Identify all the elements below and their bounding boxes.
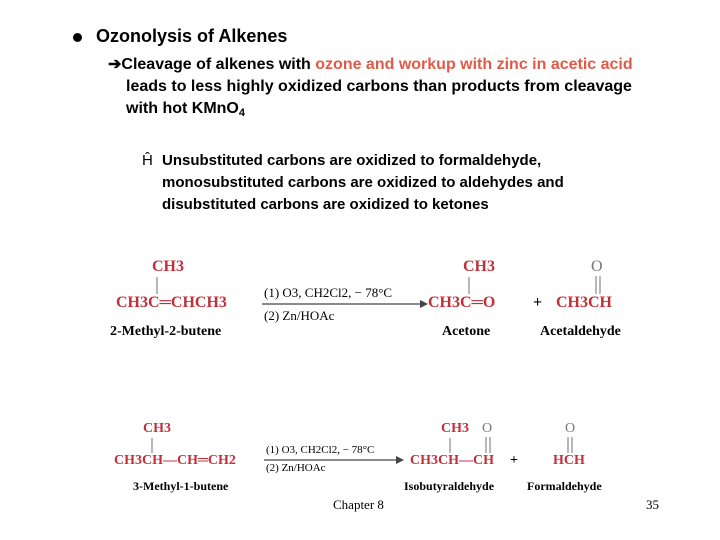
r2-ch3-top: CH3 [143,421,171,436]
footer-page-number: 35 [646,497,659,512]
r1-condition-2: (2) Zn/HOAc [264,308,335,323]
footer-chapter: Chapter 8 [333,497,384,512]
arrow-icon: ➔ [108,56,122,73]
bullet1-line3-sub: 4 [238,107,245,119]
bullet2-marker-icon: Ĥ [142,152,153,169]
slide-title: Ozonolysis of Alkenes [96,26,288,46]
bullet1-line2: leads to less highly oxidized carbons than products from cleavage [126,78,632,95]
r2-product1-top: CH3 [441,421,469,436]
r1-product2: CH3CH [556,294,612,311]
r2-product2: HCH [553,453,585,468]
r2-product2-name: Formaldehyde [527,479,602,493]
bullet1-text-before: Cleavage of alkenes with [121,56,316,73]
r1-ch3-top: CH3 [152,258,184,275]
r1-product1: CH3C═O [428,294,496,311]
r2-reactant: CH3CH—CH═CH2 [114,453,236,468]
r2-plus: + [510,453,518,468]
r1-reactant: CH3C═CHCH3 [116,294,227,311]
r2-product2-top: O [565,421,576,436]
r1-arrow-head [420,300,428,308]
bullet2-line3: disubstituted carbons are oxidized to ketones [162,196,489,213]
r1-product1-top: CH3 [463,258,495,275]
r2-product1: CH3CH—CH [410,453,494,468]
r1-product2-top: O [591,258,603,275]
r1-product1-name: Acetone [442,324,491,339]
bullet1-line3-mid: O [226,100,239,117]
r1-reactant-name: 2-Methyl-2-butene [110,324,222,339]
bullet2-line2: monosubstituted carbons are oxidized to aldehydes and [162,174,564,191]
r2-condition-1: (1) O3, CH2Cl2, − 78°C [266,444,375,456]
r1-condition-1: (1) O3, CH2Cl2, − 78°C [264,285,393,300]
r1-plus: + [533,294,543,311]
r2-arrow-head [396,456,404,464]
bullet1-highlight: ozone and workup with zinc in acetic acid [315,56,633,73]
bullet2-line1: Unsubstituted carbons are oxidized to formaldehyde, [162,152,542,169]
r2-condition-2: (2) Zn/HOAc [266,462,326,474]
r2-reactant-name: 3-Methyl-1-butene [133,479,229,493]
bullet1-line3-prefix: with hot KMn [126,100,227,117]
r2-product1-name: Isobutyraldehyde [404,479,495,493]
r1-product2-name: Acetaldehyde [540,324,621,339]
r2-product1-o: O [482,421,493,436]
